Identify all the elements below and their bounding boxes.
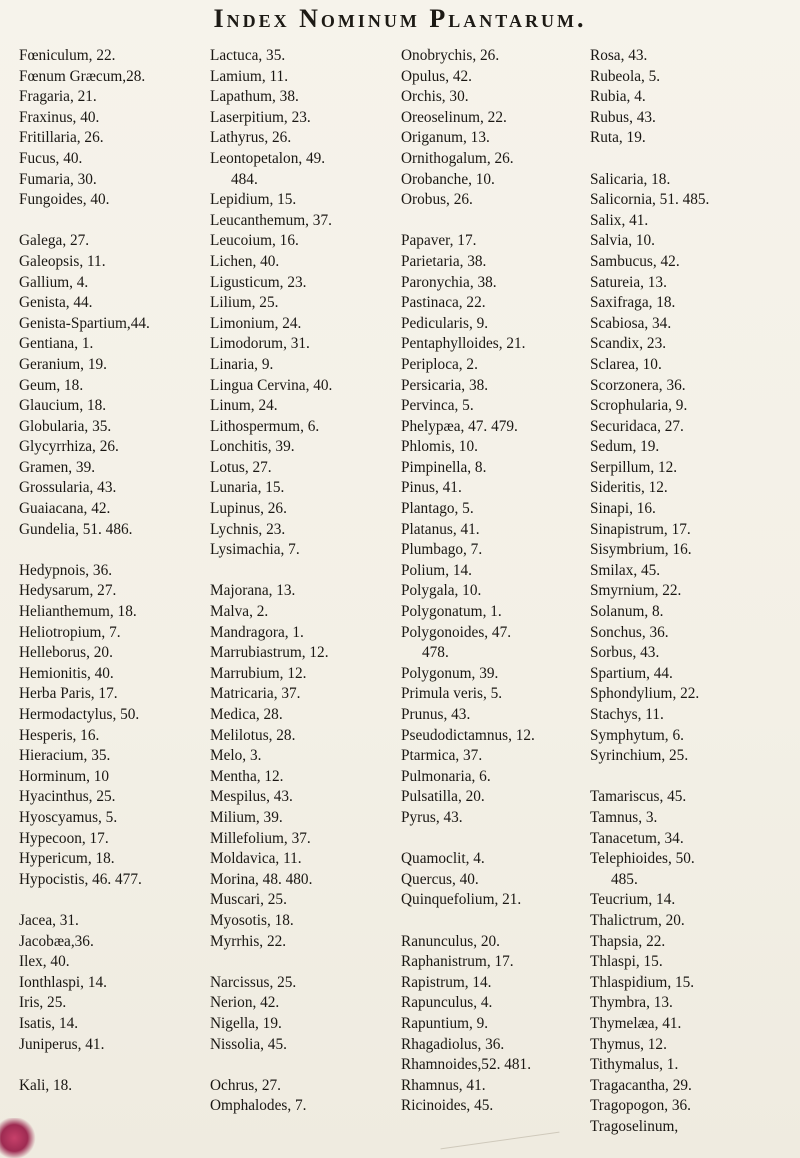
index-entry: Securidaca, 27. (590, 417, 684, 435)
index-entry: Medica, 28. (210, 706, 283, 723)
letter-group-gap (401, 829, 586, 850)
index-entry: Paronychia, 38. (401, 273, 497, 291)
letter-group-gap (19, 1055, 204, 1076)
index-entry: Quinquefolium, 21. (401, 891, 522, 909)
index-entry: Herba Paris, 17. (19, 685, 118, 703)
index-entry: Tragoselinum, (590, 1117, 679, 1135)
index-entry: Hypericum, 18. (19, 850, 115, 868)
index-entry: Hypecoon, 17. (19, 829, 109, 847)
index-entry: Fungoides, 40. (19, 191, 110, 209)
index-entry: Parietaria, 38. (401, 252, 487, 270)
index-entry: Orobanche, 10. (401, 170, 495, 188)
index-entry: Rhagadiolus, 36. (401, 1035, 505, 1053)
index-entry: Lotus, 27. (210, 458, 272, 476)
index-entry: Helleborus, 20. (19, 644, 113, 662)
index-entry: Plantago, 5. (401, 500, 474, 518)
index-entry: Ilex, 40. (19, 953, 70, 971)
index-entry: Sideritis, 12. (590, 479, 668, 497)
index-entry: Lonchitis, 39. (210, 438, 295, 456)
index-entry: Morina, 48. 480. (210, 870, 313, 888)
index-entry: Fœniculum, 22. (19, 47, 116, 64)
index-entry: Pastinaca, 22. (401, 294, 486, 312)
index-entry: Sinapi, 16. (590, 500, 656, 518)
index-entry: Pimpinella, 8. (401, 458, 487, 476)
index-entry: Scandix, 23. (590, 335, 667, 353)
index-entry: Sclarea, 10. (590, 355, 662, 373)
index-entry: Isatis, 14. (19, 1014, 79, 1032)
index-entry: Malva, 2. (210, 603, 269, 621)
index-entry: Salicornia, 51. 485. (590, 191, 710, 209)
index-entry: Heliotropium, 7. (19, 623, 121, 641)
index-entry: Sinapistrum, 17. (590, 520, 691, 538)
index-entry: Gramen, 39. (19, 458, 96, 476)
index-entry: Symphytum, 6. (590, 726, 684, 744)
index-entry: Geranium, 19. (19, 355, 107, 373)
index-entry: Polygonoides, 47. (401, 623, 512, 641)
index-entry: Lunaria, 15. (210, 479, 285, 497)
index-entry: Millefolium, 37. (210, 829, 311, 847)
index-entry: Plumbago, 7. (401, 541, 483, 559)
index-entry: Tragopogon, 36. (590, 1097, 691, 1115)
index-entry: Nerion, 42. (210, 994, 280, 1012)
index-entry: Saxifraga, 18. (590, 294, 676, 312)
index-entry: Scabiosa, 34. (590, 314, 672, 332)
index-entry: Pedicularis, 9. (401, 314, 489, 332)
index-entry: Prunus, 43. (401, 706, 471, 723)
index-entry: Quercus, 40. (401, 870, 479, 888)
index-entry: Ochrus, 27. (210, 1076, 281, 1094)
index-entry: Syrinchium, 25. (590, 747, 689, 765)
index-entry: Hemionitis, 40. (19, 664, 114, 682)
index-entry: Pulsatilla, 20. (401, 788, 485, 806)
index-entry: Hypocistis, 46. 477. (19, 870, 142, 888)
index-entry: Satureia, 13. (590, 273, 667, 291)
index-entry: Rubeola, 5. (590, 67, 661, 85)
index-entry: Telephioides, 50. (590, 850, 695, 868)
index-entry: Rapunculus, 4. (401, 994, 493, 1012)
index-entry: Matricaria, 37. (210, 685, 301, 703)
index-entry: Lychnis, 23. (210, 520, 286, 538)
index-entry: Genista-Spartium,44. (19, 314, 150, 332)
index-entry: Polygonum, 39. (401, 664, 499, 682)
index-entry: Pulmonaria, 6. (401, 767, 491, 785)
letter-group-gap (401, 911, 586, 932)
index-entry: Lapathum, 38. (210, 88, 299, 106)
index-entry: Hedysarum, 27. (19, 582, 117, 600)
index-entry: Milium, 39. (210, 808, 283, 826)
index-entry: Majorana, 13. (210, 582, 296, 600)
index-entry: Genista, 44. (19, 294, 93, 312)
index-entry: Stachys, 11. (590, 706, 664, 723)
index-entry: Lamium, 11. (210, 67, 289, 85)
index-entry: Muscari, 25. (210, 891, 287, 909)
index-entry: Spartium, 44. (590, 664, 673, 682)
index-entry: Melo, 3. (210, 747, 262, 765)
index-entry: Geum, 18. (19, 376, 84, 394)
index-entry: Smilax, 45. (590, 561, 661, 579)
index-entry: Tamariscus, 45. (590, 788, 687, 806)
index-column-3 (401, 46, 586, 1117)
index-entry: 485. (611, 870, 638, 888)
index-entry: Marrubium, 12. (210, 664, 307, 682)
index-entry: Thapsia, 22. (590, 932, 666, 950)
index-entry: Fœnum Græcum,28. (19, 67, 146, 85)
index-entry: Sambucus, 42. (590, 252, 680, 270)
index-entry: Smyrnium, 22. (590, 582, 682, 600)
index-entry: Thlaspidium, 15. (590, 973, 695, 991)
index-column-2 (210, 46, 395, 1117)
index-column-1 (19, 46, 204, 1096)
index-entry: Sonchus, 36. (590, 623, 669, 641)
index-entry: Hermodactylus, 50. (19, 706, 140, 723)
index-entry: Onobrychis, 26. (401, 47, 500, 64)
index-entry: Polygonatum, 1. (401, 603, 502, 621)
index-entry: Globularia, 35. (19, 417, 112, 435)
index-entry: Linaria, 9. (210, 355, 274, 373)
index-entry: Sisymbrium, 16. (590, 541, 692, 559)
index-entry: Polium, 14. (401, 561, 472, 579)
index-entry: Rhamnoides,52. 481. (401, 1056, 532, 1074)
index-entry: Lathyrus, 26. (210, 129, 292, 147)
index-entry: Solanum, 8. (590, 603, 664, 621)
index-entry: Leontopetalon, 49. (210, 149, 326, 167)
index-entry: Guaiacana, 42. (19, 500, 111, 518)
index-entry: Lactuca, 35. (210, 47, 286, 64)
index-entry: Jacobæa,36. (19, 932, 94, 950)
index-entry: Rubus, 43. (590, 108, 656, 126)
index-entry: Hyacinthus, 25. (19, 788, 116, 806)
index-entry: Salvia, 10. (590, 232, 656, 250)
index-entry: Nissolia, 45. (210, 1035, 287, 1053)
index-entry: Tithymalus, 1. (590, 1056, 679, 1074)
index-entry: Melilotus, 28. (210, 726, 296, 744)
index-entry: Rubia, 4. (590, 88, 646, 106)
index-entry: Fraxinus, 40. (19, 108, 100, 126)
index-entry: Limodorum, 31. (210, 335, 310, 353)
index-entry: Rapuntium, 9. (401, 1014, 489, 1032)
index-entry: Lupinus, 26. (210, 500, 287, 518)
index-entry: Salix, 41. (590, 211, 649, 229)
index-entry: Tragacantha, 29. (590, 1076, 692, 1094)
index-entry: Mentha, 12. (210, 767, 284, 785)
index-entry: Sphondylium, 22. (590, 685, 700, 703)
index-entry: Hieracium, 35. (19, 747, 111, 765)
index-entry: Thymbra, 13. (590, 994, 673, 1012)
letter-group-gap (19, 890, 204, 911)
index-entry: Pyrus, 43. (401, 808, 463, 826)
index-entry: Ranunculus, 20. (401, 932, 500, 950)
index-entry: Fragaria, 21. (19, 88, 97, 106)
index-entry: Myosotis, 18. (210, 911, 294, 929)
index-entry: Ptarmica, 37. (401, 747, 483, 765)
index-entry: Limonium, 24. (210, 314, 302, 332)
index-entry: Rapistrum, 14. (401, 973, 492, 991)
index-entry: Phlomis, 10. (401, 438, 478, 456)
index-entry: Omphalodes, 7. (210, 1097, 307, 1115)
index-entry: Glaucium, 18. (19, 397, 107, 415)
letter-group-gap (401, 211, 586, 232)
index-entry: Scrophularia, 9. (590, 397, 688, 415)
index-entry: Pentaphylloides, 21. (401, 335, 526, 353)
index-entry: 478. (422, 644, 449, 662)
index-entry: Thymelæa, 41. (590, 1014, 682, 1032)
index-entry: Hesperis, 16. (19, 726, 100, 744)
index-entry: Polygala, 10. (401, 582, 482, 600)
index-entry: Thlaspi, 15. (590, 953, 663, 971)
index-entry: 484. (231, 170, 258, 188)
index-entry: Galeopsis, 11. (19, 252, 106, 270)
index-entry: Serpillum, 12. (590, 458, 678, 476)
index-entry: Fucus, 40. (19, 149, 83, 167)
index-entry: Pervinca, 5. (401, 397, 474, 415)
letter-group-gap (210, 561, 395, 582)
index-entry: Lingua Cervina, 40. (210, 376, 333, 394)
index-entry: Lichen, 40. (210, 252, 280, 270)
letter-group-gap (19, 540, 204, 561)
index-entry: Sorbus, 43. (590, 644, 660, 662)
index-entry: Lilium, 25. (210, 294, 279, 312)
index-entry: Myrrhis, 22. (210, 932, 287, 950)
index-entry: Glycyrrhiza, 26. (19, 438, 119, 456)
index-entry: Hyoscyamus, 5. (19, 808, 118, 826)
index-entry: Nigella, 19. (210, 1014, 282, 1032)
index-entry: Helianthemum, 18. (19, 603, 137, 621)
index-entry: Jacea, 31. (19, 911, 79, 929)
index-entry: Fritillaria, 26. (19, 129, 104, 147)
index-entry: Gundelia, 51. 486. (19, 520, 133, 538)
index-entry: Periploca, 2. (401, 355, 478, 373)
index-entry: Thymus, 12. (590, 1035, 667, 1053)
letter-group-gap (210, 952, 395, 973)
index-entry: Persicaria, 38. (401, 376, 489, 394)
index-entry: Thalictrum, 20. (590, 911, 685, 929)
library-stamp-mark (0, 1118, 36, 1158)
index-entry: Scorzonera, 36. (590, 376, 686, 394)
letter-group-gap (590, 149, 795, 170)
index-entry: Teucrium, 14. (590, 891, 676, 909)
index-entry: Papaver, 17. (401, 232, 477, 250)
index-entry: Kali, 18. (19, 1076, 73, 1094)
index-entry: Raphanistrum, 17. (401, 953, 514, 971)
index-entry: Mespilus, 43. (210, 788, 293, 806)
index-entry: Pinus, 41. (401, 479, 462, 497)
index-entry: Tanacetum, 34. (590, 829, 684, 847)
index-entry: Salicaria, 18. (590, 170, 671, 188)
index-entry: Grossularia, 43. (19, 479, 117, 497)
index-entry: Rosa, 43. (590, 47, 648, 64)
index-entry: Platanus, 41. (401, 520, 480, 538)
index-entry: Ruta, 19. (590, 129, 646, 147)
index-entry: Opulus, 42. (401, 67, 472, 85)
index-entry: Ionthlaspi, 14. (19, 973, 107, 991)
index-entry: Phelypæa, 47. 479. (401, 417, 518, 435)
index-entry: Narcissus, 25. (210, 973, 297, 991)
index-entry: Orchis, 30. (401, 88, 469, 106)
index-entry: Iris, 25. (19, 994, 67, 1012)
index-entry: Quamoclit, 4. (401, 850, 485, 868)
letter-group-gap (210, 1055, 395, 1076)
index-entry: Laserpitium, 23. (210, 108, 311, 126)
index-entry: Orobus, 26. (401, 191, 473, 209)
index-entry: Juniperus, 41. (19, 1035, 105, 1053)
index-entry: Leucoium, 16. (210, 232, 299, 250)
index-entry: Tamnus, 3. (590, 808, 658, 826)
page-title: Index Nominum Plantarum. (213, 4, 587, 33)
index-entry: Ligusticum, 23. (210, 273, 307, 291)
letter-group-gap (590, 767, 795, 788)
index-entry: Moldavica, 11. (210, 850, 302, 868)
index-entry: Gentiana, 1. (19, 335, 94, 353)
index-entry: Marrubiastrum, 12. (210, 644, 329, 662)
index-entry: Leucanthemum, 37. (210, 211, 332, 229)
index-entry: Oreoselinum, 22. (401, 108, 507, 126)
index-entry: Lepidium, 15. (210, 191, 297, 209)
index-entry: Ornithogalum, 26. (401, 149, 514, 167)
index-entry: Hedypnois, 36. (19, 561, 113, 579)
index-entry: Ricinoides, 45. (401, 1097, 494, 1115)
index-entry: Rhamnus, 41. (401, 1076, 486, 1094)
index-entry: Mandragora, 1. (210, 623, 304, 641)
index-entry: Fumaria, 30. (19, 170, 97, 188)
index-entry: Pseudodictamnus, 12. (401, 726, 535, 744)
index-entry: Lysimachia, 7. (210, 541, 300, 559)
ink-mark (441, 1132, 560, 1150)
index-column-4 (590, 46, 795, 1137)
index-entry: Galega, 27. (19, 232, 90, 250)
index-entry: Primula veris, 5. (401, 685, 503, 703)
index-entry: Lithospermum, 6. (210, 417, 320, 435)
index-entry: Origanum, 13. (401, 129, 490, 147)
index-entry: Linum, 24. (210, 397, 278, 415)
index-entry: Horminum, 10 (19, 767, 110, 785)
index-entry: Gallium, 4. (19, 273, 89, 291)
letter-group-gap (19, 211, 204, 232)
index-entry: Sedum, 19. (590, 438, 660, 456)
